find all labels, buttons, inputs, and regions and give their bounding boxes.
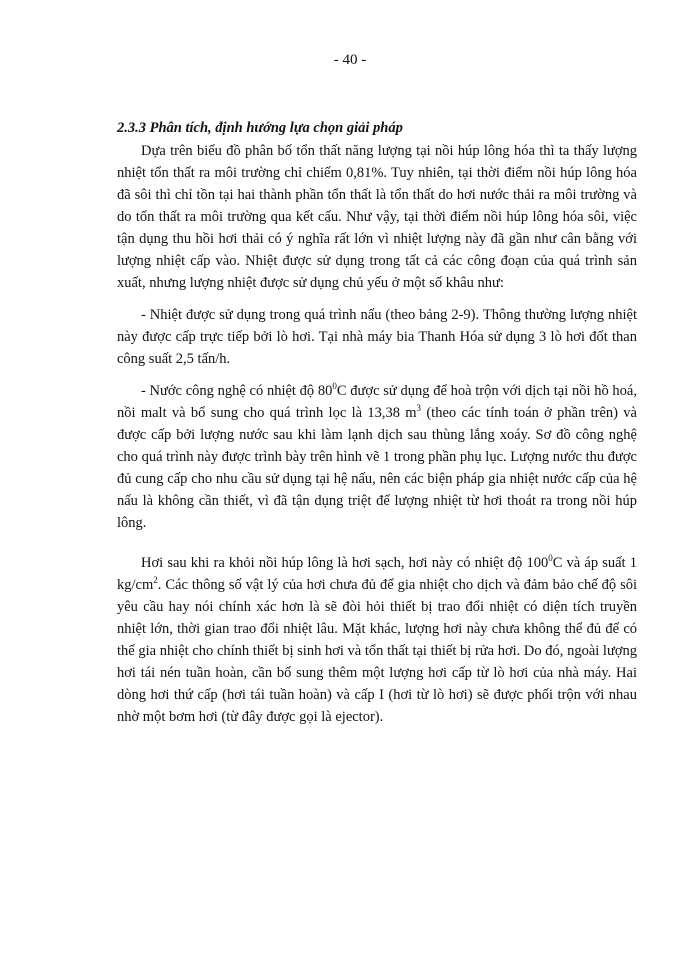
paragraph-2: - Nhiệt được sử dụng trong quá trình nấu (theo bảng 2-9). Thông thường lượng nhiệt này được cấp trực tiếp bởi lò hơi. Tại nhà máy bia Thanh Hóa sử dụng 3 lò hơi đốt than công suất 2,5 tấn/h. [117, 307, 637, 367]
paragraph-4-text-b: C và áp suất 1 kg/cm [117, 555, 637, 593]
cubic-superscript: 3 [416, 403, 422, 414]
square-superscript: 2 [153, 575, 158, 586]
paragraph-3-text-c: (theo các tính toán ở phần trên) và được cấp bởi lượng nước sau khi làm lạnh dịch sau thùng lắng xoáy. Sơ đồ công nghệ cho quá trình này được trình bày trên hình vẽ 1 trong phần phụ lục. Lượng nước thu được đủ cung cấp cho nhu cầu sử dụng tại hệ nấu, nên các biện pháp gia nhiệt nước cấp của hệ nấu là không cần thiết, vì đã tận dụng triệt để lượng nhiệt từ hơi thoát ra trong nồi húp lông. [117, 405, 637, 531]
document-body [117, 117, 637, 728]
page-number: - 40 - [333, 52, 367, 68]
degree-superscript: 0 [548, 553, 553, 564]
degree-superscript: 0 [332, 381, 337, 392]
paragraph-1: Dựa trên biểu đồ phân bố tổn thất năng lượng tại nồi húp lông hóa thì ta thấy lượng nhiệt tổn thất ra môi trường chỉ chiếm 0,81%. Tuy nhiên, tại thời điểm nồi húp lông hóa đã sôi thì chỉ tồn tại hai thành phần tổn thất là tổn thất do hơi nước thải ra môi trường và do tổn thất ra môi trường qua kết cấu. Như vậy, tại thời điểm nồi húp lông hóa sôi, việc tận dụng thu hồi hơi thải có ý nghĩa rất lớn vì nhiệt lượng này đã gần như cân bằng với lượng nhiệt cấp vào. Nhiệt được sử dụng trong tất cả các công đoạn của quá trình sản xuất, nhưng lượng nhiệt được sử dụng chủ yếu ở một số khâu như: [117, 143, 637, 291]
paragraph-4 [117, 552, 637, 728]
paragraph-3-text-b: C được sử dụng để hoà trộn với dịch tại nồi hồ hoá, nồi malt và bổ sung cho quá trình lọc là 13,38 m [117, 383, 637, 421]
section-heading: 2.3.3 Phân tích, định hướng lựa chọn giải pháp [117, 120, 403, 136]
paragraph-3 [117, 380, 637, 534]
paragraph-4-text-c: . Các thông số vật lý của hơi chưa đủ để gia nhiệt cho dịch và đảm bảo chế độ sôi yêu cầu hay nói chính xác hơn là sẽ đòi hỏi thiết bị trao đổi nhiệt có diện tích truyền nhiệt lớn, thời gian trao đổi nhiệt lâu. Mặt khác, lượng hơi này chưa không thể đủ để có thể gia nhiệt cho chính thiết bị sinh hơi và tổn thất tại thiết bị rửa hơi. Do đó, ngoài lượng hơi tái nén tuần hoàn, cần bổ sung thêm một lượng hơi cấp từ lò hơi của nhà máy. Hai dòng hơi thứ cấp (hơi tái tuần hoàn) và cấp I (hơi từ lò hơi) sẽ được phối trộn với nhau nhờ một bơm hơi (từ đây được gọi là ejector). [117, 577, 637, 725]
paragraph-3-text-a: - Nước công nghệ có nhiệt độ 80 [141, 383, 333, 399]
paragraph-4-text-a: Hơi sau khi ra khỏi nồi húp lông là hơi sạch, hơi này có nhiệt độ 100 [141, 555, 549, 571]
